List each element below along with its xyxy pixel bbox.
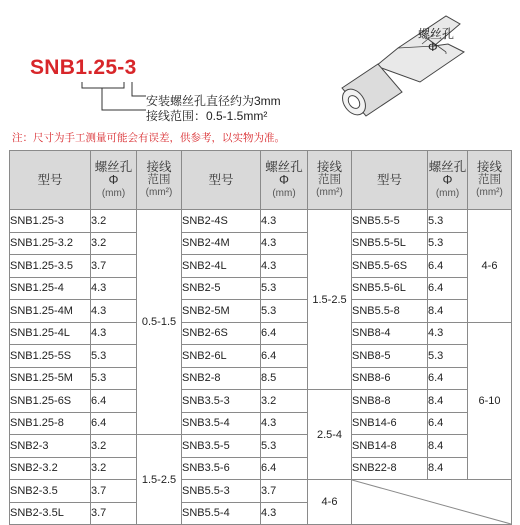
hole-diameter-cell: 3.7 bbox=[91, 255, 137, 278]
wire-range-cell: 2.5-4 bbox=[308, 390, 352, 480]
hole-diameter-cell: 8.5 bbox=[261, 367, 308, 390]
hole-diameter-cell: 3.2 bbox=[91, 435, 137, 458]
model-cell: SNB1.25-5M bbox=[10, 367, 91, 390]
hole-diameter-cell: 5.3 bbox=[261, 277, 308, 300]
hole-diameter-cell: 6.4 bbox=[428, 255, 468, 278]
model-cell: SNB2-4M bbox=[182, 232, 261, 255]
model-cell: SNB2-3.5 bbox=[10, 480, 91, 503]
header-range-3: 接线 范围 (mm²) bbox=[468, 151, 512, 210]
hole-diameter-cell: 4.3 bbox=[261, 502, 308, 525]
header-model-3: 型号 bbox=[352, 151, 428, 210]
hole-diameter-cell: 6.4 bbox=[91, 412, 137, 435]
hole-diameter-cell: 8.4 bbox=[428, 300, 468, 323]
hole-diameter-cell: 8.4 bbox=[428, 435, 468, 458]
header-hole-2: 螺丝孔 Φ (mm) bbox=[261, 151, 308, 210]
table-row bbox=[10, 345, 512, 368]
hole-diameter-cell: 5.3 bbox=[261, 435, 308, 458]
header-hole-3: 螺丝孔 Φ (mm) bbox=[428, 151, 468, 210]
measurement-note: 注：尺寸为手工测量可能会有误差，供参考，以实物为准。 bbox=[12, 132, 285, 144]
model-cell: SNB8-5 bbox=[352, 345, 428, 368]
header-hole-1: 螺丝孔 Φ (mm) bbox=[91, 151, 137, 210]
screw-hole-phi: Φ bbox=[428, 40, 438, 54]
model-cell: SNB2-8 bbox=[182, 367, 261, 390]
table-row bbox=[10, 322, 512, 345]
table-row bbox=[10, 210, 512, 233]
table-row bbox=[10, 435, 512, 458]
model-cell: SNB3.5-3 bbox=[182, 390, 261, 413]
spec-table bbox=[9, 150, 512, 525]
table-row bbox=[10, 300, 512, 323]
diagonal-line bbox=[352, 480, 511, 524]
header-range-1: 接线 范围 (mm²) bbox=[137, 151, 182, 210]
wire-range-cell: 1.5-2.5 bbox=[137, 435, 182, 525]
hole-diameter-cell: 3.2 bbox=[91, 457, 137, 480]
product-code-title: SNB1.25-3 bbox=[30, 56, 137, 79]
hole-diameter-cell: 4.3 bbox=[91, 322, 137, 345]
hole-diameter-cell: 3.2 bbox=[91, 232, 137, 255]
model-cell: SNB1.25-4M bbox=[10, 300, 91, 323]
model-cell: SNB22-8 bbox=[352, 457, 428, 480]
hole-diameter-cell: 3.2 bbox=[91, 210, 137, 233]
screw-hole-label: 螺丝孔 bbox=[418, 27, 455, 41]
model-cell: SNB1.25-6S bbox=[10, 390, 91, 413]
hole-diameter-cell: 5.3 bbox=[428, 210, 468, 233]
model-cell: SNB3.5-6 bbox=[182, 457, 261, 480]
model-cell: SNB5.5-5L bbox=[352, 232, 428, 255]
wire-range-cell: 4-6 bbox=[468, 210, 512, 323]
hole-diameter-cell: 4.3 bbox=[428, 322, 468, 345]
model-cell: SNB1.25-3.2 bbox=[10, 232, 91, 255]
model-cell: SNB5.5-3 bbox=[182, 480, 261, 503]
empty-diagonal-cell bbox=[352, 480, 512, 525]
model-cell: SNB2-5 bbox=[182, 277, 261, 300]
hole-diameter-cell: 4.3 bbox=[91, 300, 137, 323]
header-model-2: 型号 bbox=[182, 151, 261, 210]
model-cell: SNB2-4S bbox=[182, 210, 261, 233]
table-row bbox=[10, 255, 512, 278]
model-cell: SNB8-8 bbox=[352, 390, 428, 413]
table-row bbox=[10, 457, 512, 480]
spade-terminal-diagram bbox=[336, 8, 476, 123]
hole-diameter-cell: 5.3 bbox=[428, 232, 468, 255]
hole-diameter-cell: 6.4 bbox=[261, 345, 308, 368]
hole-diameter-cell: 4.3 bbox=[261, 255, 308, 278]
hole-diameter-cell: 8.4 bbox=[428, 457, 468, 480]
hole-diameter-cell: 4.3 bbox=[261, 210, 308, 233]
model-cell: SNB2-6L bbox=[182, 345, 261, 368]
model-cell: SNB2-5M bbox=[182, 300, 261, 323]
hole-diameter-cell: 5.3 bbox=[428, 345, 468, 368]
table-row bbox=[10, 232, 512, 255]
table-row bbox=[10, 367, 512, 390]
wire-range-cell: 4-6 bbox=[308, 480, 352, 525]
model-cell: SNB5.5-6L bbox=[352, 277, 428, 300]
model-cell: SNB2-4L bbox=[182, 255, 261, 278]
hole-diameter-cell: 3.7 bbox=[261, 480, 308, 503]
hole-diameter-cell: 4.3 bbox=[91, 277, 137, 300]
model-cell: SNB5.5-6S bbox=[352, 255, 428, 278]
model-cell: SNB1.25-4L bbox=[10, 322, 91, 345]
model-cell: SNB1.25-8 bbox=[10, 412, 91, 435]
hole-diameter-description: 安装螺丝孔直径约为3mm bbox=[146, 94, 281, 108]
hole-diameter-cell: 6.4 bbox=[428, 367, 468, 390]
model-cell: SNB8-6 bbox=[352, 367, 428, 390]
wire-range-description: 接线范围：0.5-1.5mm² bbox=[146, 109, 268, 123]
wire-range-cell: 1.5-2.5 bbox=[308, 210, 352, 390]
model-cell: SNB3.5-4 bbox=[182, 412, 261, 435]
hole-diameter-cell: 6.4 bbox=[261, 457, 308, 480]
table-row bbox=[10, 277, 512, 300]
hole-diameter-cell: 6.4 bbox=[428, 412, 468, 435]
model-cell: SNB2-3 bbox=[10, 435, 91, 458]
model-cell: SNB5.5-8 bbox=[352, 300, 428, 323]
table-header-row bbox=[10, 151, 512, 210]
model-cell: SNB1.25-3 bbox=[10, 210, 91, 233]
model-cell: SNB2-3.5L bbox=[10, 502, 91, 525]
model-cell: SNB8-4 bbox=[352, 322, 428, 345]
model-cell: SNB1.25-4 bbox=[10, 277, 91, 300]
hole-diameter-cell: 5.3 bbox=[91, 345, 137, 368]
hole-diameter-cell: 6.4 bbox=[261, 322, 308, 345]
model-cell: SNB5.5-5 bbox=[352, 210, 428, 233]
hole-diameter-cell: 3.7 bbox=[91, 502, 137, 525]
header-range-2: 接线 范围 (mm²) bbox=[308, 151, 352, 210]
model-cell: SNB14-8 bbox=[352, 435, 428, 458]
table-row bbox=[10, 390, 512, 413]
model-cell: SNB2-6S bbox=[182, 322, 261, 345]
wire-range-cell: 0.5-1.5 bbox=[137, 210, 182, 435]
table-row bbox=[10, 412, 512, 435]
callout-bracket bbox=[80, 80, 150, 116]
table-row bbox=[10, 480, 512, 503]
model-cell: SNB1.25-5S bbox=[10, 345, 91, 368]
hole-diameter-cell: 5.3 bbox=[91, 367, 137, 390]
wire-range-cell: 6-10 bbox=[468, 322, 512, 480]
header-model-1: 型号 bbox=[10, 151, 91, 210]
hole-diameter-cell: 5.3 bbox=[261, 300, 308, 323]
model-cell: SNB5.5-4 bbox=[182, 502, 261, 525]
hole-diameter-cell: 6.4 bbox=[428, 277, 468, 300]
hole-diameter-cell: 4.3 bbox=[261, 412, 308, 435]
model-cell: SNB1.25-3.5 bbox=[10, 255, 91, 278]
model-cell: SNB14-6 bbox=[352, 412, 428, 435]
model-cell: SNB3.5-5 bbox=[182, 435, 261, 458]
model-cell: SNB2-3.2 bbox=[10, 457, 91, 480]
hole-diameter-cell: 3.2 bbox=[261, 390, 308, 413]
hole-diameter-cell: 6.4 bbox=[91, 390, 137, 413]
hole-diameter-cell: 8.4 bbox=[428, 390, 468, 413]
hole-diameter-cell: 4.3 bbox=[261, 232, 308, 255]
hole-diameter-cell: 3.7 bbox=[91, 480, 137, 503]
